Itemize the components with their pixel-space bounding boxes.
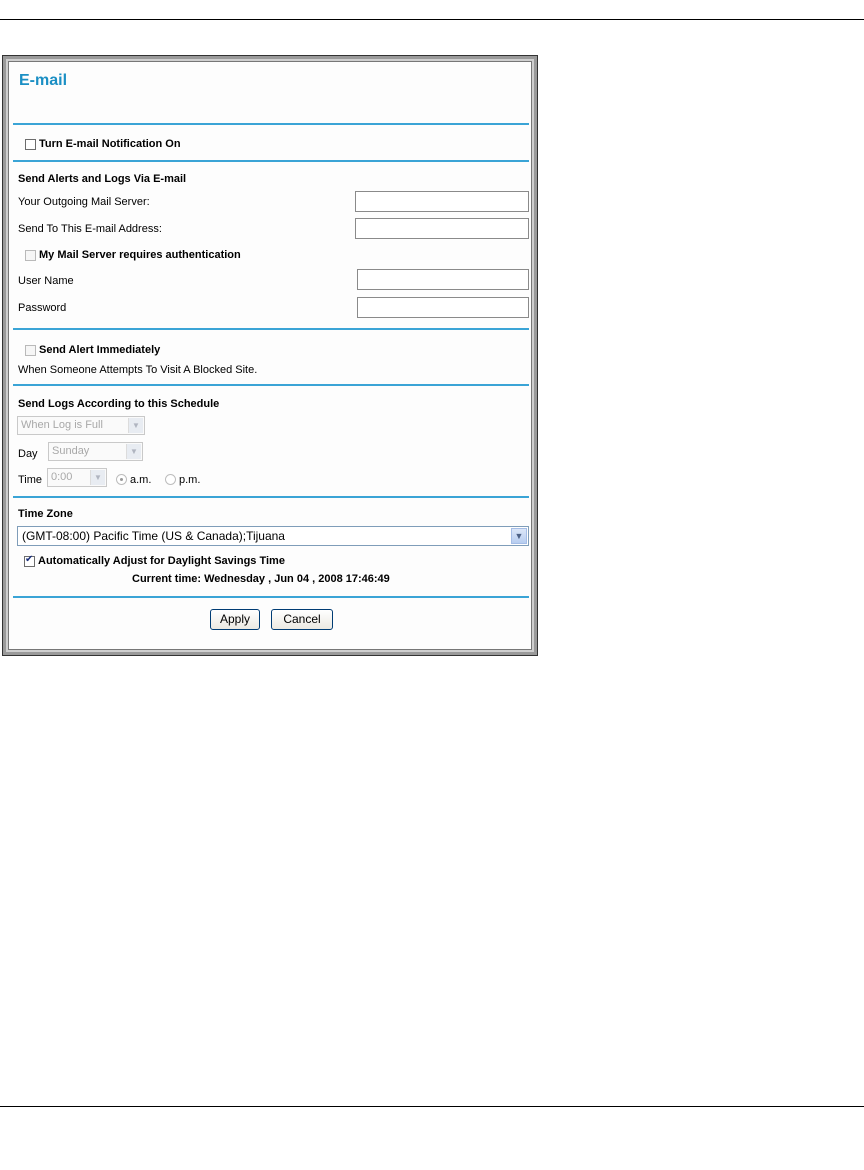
schedule-heading: Send Logs According to this Schedule: [18, 398, 220, 410]
chevron-down-icon: ▼: [126, 444, 141, 459]
schedule-value: When Log is Full: [21, 419, 103, 431]
username-label: User Name: [18, 275, 74, 287]
send-to-input[interactable]: [355, 218, 529, 239]
divider: [13, 496, 529, 498]
password-input[interactable]: [357, 297, 529, 318]
apply-button[interactable]: Apply: [210, 609, 260, 630]
time-value: 0:00: [51, 471, 73, 483]
outgoing-server-label: Your Outgoing Mail Server:: [18, 196, 150, 208]
schedule-select[interactable]: [17, 416, 145, 435]
pm-radio[interactable]: [165, 474, 176, 485]
notification-label: Turn E-mail Notification On: [39, 138, 181, 150]
divider: [13, 123, 529, 125]
page-footer-rule: [0, 1106, 864, 1107]
chevron-down-icon: ▼: [511, 528, 527, 544]
timezone-select[interactable]: [17, 526, 529, 546]
send-alert-checkbox[interactable]: [25, 345, 36, 356]
am-radio[interactable]: [116, 474, 127, 485]
outgoing-server-input[interactable]: [355, 191, 529, 212]
divider: [13, 160, 529, 162]
page-header-rule: [0, 19, 864, 20]
day-label: Day: [18, 448, 38, 460]
current-time: Current time: Wednesday , Jun 04 , 2008 17:46:49: [132, 573, 390, 585]
timezone-value: (GMT-08:00) Pacific Time (US & Canada);Tijuana: [22, 529, 285, 543]
divider: [13, 328, 529, 330]
auth-checkbox[interactable]: [25, 250, 36, 261]
password-label: Password: [18, 302, 67, 314]
send-alert-label: Send Alert Immediately: [39, 344, 161, 356]
send-alerts-heading: Send Alerts and Logs Via E-mail: [18, 173, 187, 185]
auth-label: My Mail Server requires authentication: [39, 249, 241, 261]
dst-label: Automatically Adjust for Daylight Savings Time: [38, 555, 285, 567]
pm-label: p.m.: [179, 474, 201, 486]
day-select[interactable]: [48, 442, 143, 461]
dst-checkbox[interactable]: [24, 556, 35, 567]
time-label: Time: [18, 474, 43, 486]
timezone-heading: Time Zone: [18, 508, 73, 520]
chevron-down-icon: ▼: [128, 418, 143, 433]
send-to-label: Send To This E-mail Address:: [18, 223, 162, 235]
notification-checkbox[interactable]: [25, 139, 36, 150]
send-alert-description: When Someone Attempts To Visit A Blocked Site.: [18, 364, 258, 376]
chevron-down-icon: ▼: [90, 470, 105, 485]
email-settings-panel: [2, 55, 538, 656]
am-label: a.m.: [130, 474, 152, 486]
username-input[interactable]: [357, 269, 529, 290]
cancel-button[interactable]: Cancel: [271, 609, 333, 630]
time-select[interactable]: [47, 468, 107, 487]
page-title: E-mail: [19, 72, 68, 89]
divider: [13, 596, 529, 598]
day-value: Sunday: [52, 445, 90, 457]
divider: [13, 384, 529, 386]
